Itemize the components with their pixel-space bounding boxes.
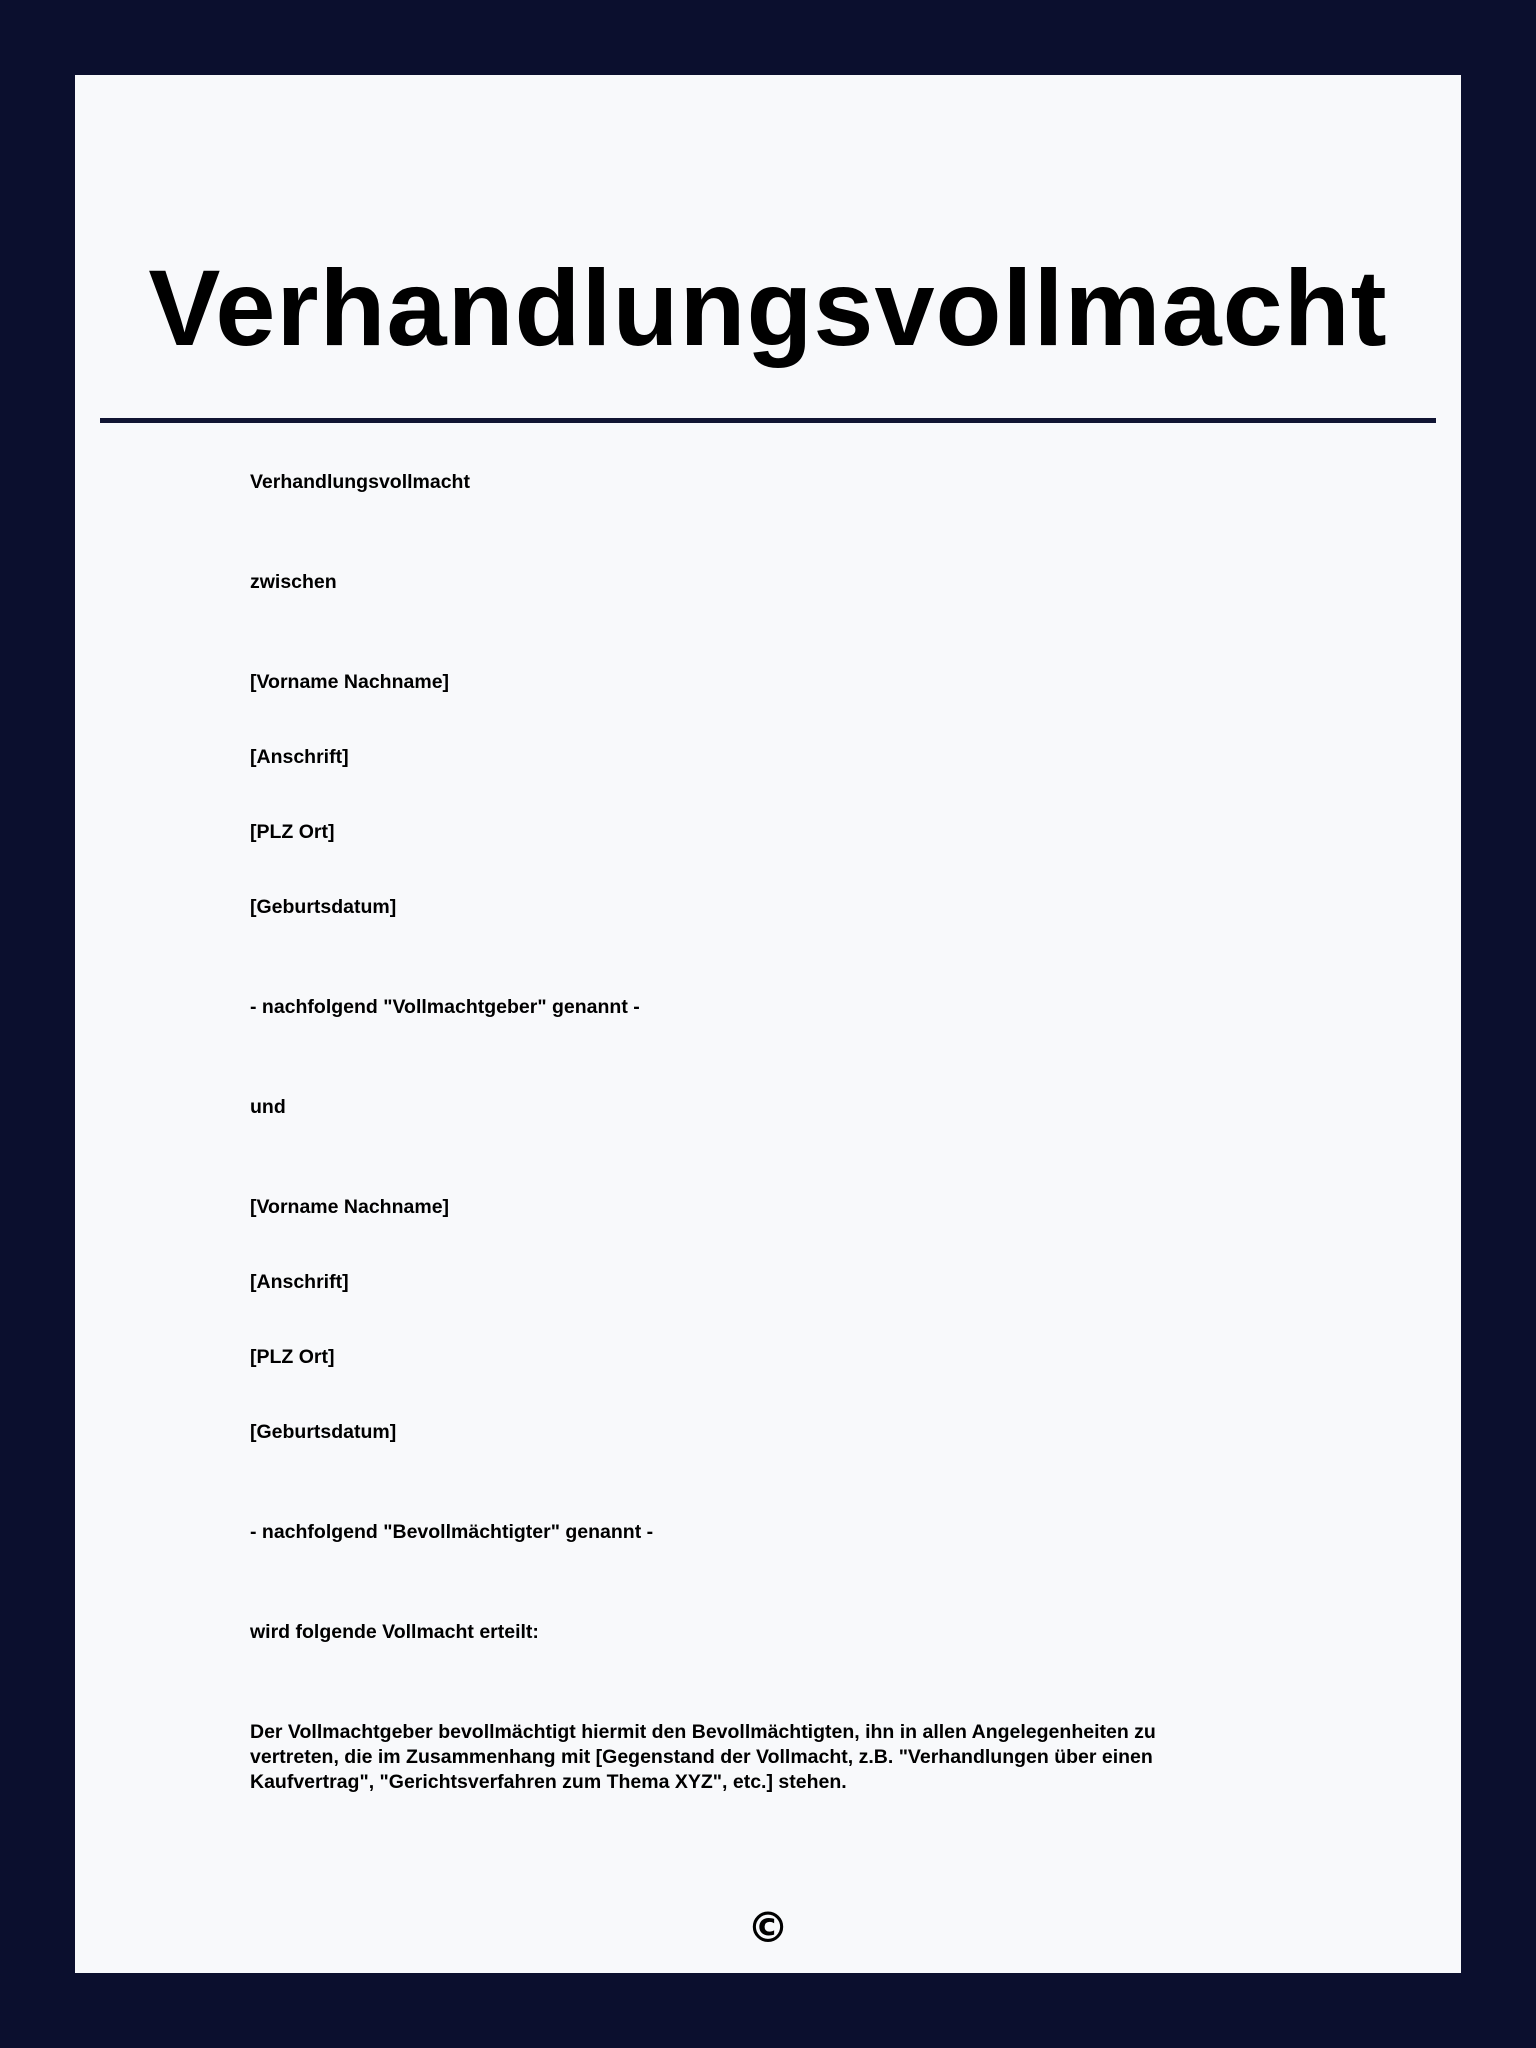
document-heading: Verhandlungsvollmacht [250,471,470,493]
party2-city: [PLZ Ort] [250,1346,335,1368]
between-label: zwischen [250,571,337,593]
granted-line: wird folgende Vollmacht erteilt: [250,1621,539,1643]
title-divider [100,418,1436,423]
party1-name: [Vorname Nachname] [250,671,450,693]
party2-role: - nachfolgend "Bevollmächtigter" genannt - [250,1521,654,1543]
body-paragraph: Der Vollmachtgeber bevollmächtigt hiermit den Bevollmächtigten, ihn in allen Angelegenheiten zu vertreten, die im Zusammenhang mit [Gegenstand der Vollmacht, z.B. "Verhandlungen über einen Kaufvertrag", "Gerichtsverfahren zum Thema XYZ", etc.] stehen. [250,1721,1156,1793]
copyright-icon: © [747,1903,789,1952]
party2-address: [Anschrift] [250,1271,349,1293]
and-label: und [250,1096,286,1118]
party1-role: - nachfolgend "Vollmachtgeber" genannt - [250,996,640,1018]
party1-birthdate: [Geburtsdatum] [250,896,397,918]
party1-city: [PLZ Ort] [250,821,335,843]
party2-birthdate: [Geburtsdatum] [250,1421,397,1443]
party1-address: [Anschrift] [250,746,349,768]
document-page [75,75,1461,1973]
party2-name: [Vorname Nachname] [250,1196,450,1218]
document-title: Verhandlungsvollmacht [148,247,1388,368]
